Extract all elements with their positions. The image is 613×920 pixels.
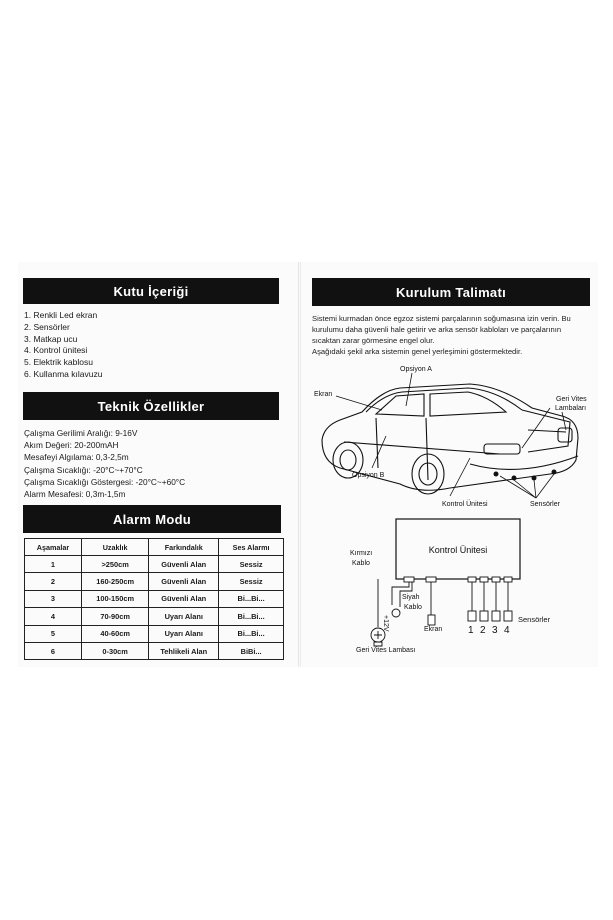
list-item: 2. Sensörler [24,321,70,332]
table-cell: 5 [25,625,82,642]
wiring-diagram [300,515,598,665]
box-contents-list [24,310,102,381]
table-cell: 4 [25,608,82,625]
table-cell: Uyarı Alanı [149,608,219,625]
tech-specs-list [24,427,185,500]
table-row [25,608,284,625]
table-cell: 6 [25,642,82,659]
label-geri-vites-lambasi: Geri Vites Lambası [356,647,416,654]
sensor-number-4: 4 [504,625,510,636]
label-sensorler-wire: Sensörler [518,615,551,624]
installation-paragraph: Sistemi kurmadan önce egzoz sistemi parçalarının soğumasına izin verin. Bu kurulumu daha güvenli hale getirir ve arka sensör kabloları ve parçalarının sıcaktan zarar görmesine engel olur. [312,314,571,345]
label-kablo-red: Kablo [352,560,370,567]
box-contents-header: Kutu İçeriği [23,278,279,304]
table-cell: 70-90cm [81,608,148,625]
tech-specs-header: Teknik Özellikler [23,392,279,420]
table-cell: Sessiz [219,556,284,573]
car-diagram [300,360,598,515]
column-header: Farkındalık [149,539,219,556]
table-row [25,625,284,642]
column-header: Aşamalar [25,539,82,556]
table-cell: 100-150cm [81,590,148,607]
table-cell: 2 [25,573,82,590]
table-row [25,590,284,607]
label-kirmizi: Kırmızı [350,550,373,557]
table-cell: 0-30cm [81,642,148,659]
table-cell: Bi...Bi... [219,608,284,625]
spec-item: Alarm Mesafesi: 0,3m-1,5m [24,489,126,500]
spec-item: Çalışma Sıcaklığı Göstergesi: -20°C~+60°C [24,476,186,487]
label-opsiyon-a: Opsiyon A [400,366,432,373]
spec-item: Mesafeyi Algılama: 0,3-2,5m [24,452,129,463]
wires [378,579,508,627]
label-voltage: +12V [382,615,389,632]
installation-header: Kurulum Talimatı [312,278,590,306]
label-sensorler: Sensörler [530,501,560,508]
control-unit-label: Kontrol Ünitesi [428,545,488,555]
table-cell: Bi...Bi... [219,590,284,607]
fuse-icon [392,609,400,617]
layout-note: Aşağıdaki şekil arka sistemin genel yerleşimini göstermektedir. [312,347,523,356]
table-cell: 3 [25,590,82,607]
label-kablo-black: Kablo [404,604,422,611]
table-cell: 40-60cm [81,625,148,642]
table-cell: >250cm [81,556,148,573]
label-kontrol-unitesi: Kontrol Ünitesi [442,501,488,508]
list-item: 4. Kontrol ünitesi [24,345,88,356]
label-siyah: Siyah [402,594,420,601]
spec-item: Çalışma Gerilimi Aralığı: 9-16V [24,428,138,438]
list-item: 1. Renkli Led ekran [24,310,98,320]
alarm-mode-table [24,538,284,660]
table-cell: Güvenli Alan [149,573,219,590]
column-header: Ses Alarmı [219,539,284,556]
sensor-number-1: 1 [468,625,474,636]
table-cell: 1 [25,556,82,573]
label-opsiyon-b: Opsiyon B [352,472,385,479]
column-header: Uzaklık [81,539,148,556]
table-cell: Uyarı Alanı [149,625,219,642]
list-item: 6. Kullanma kılavuzu [24,368,103,379]
table-cell: BiBi... [219,642,284,659]
table-row [25,573,284,590]
table-row [25,642,284,659]
sensor-connectors [428,611,512,625]
table-cell: 160-250cm [81,573,148,590]
list-item: 3. Matkap ucu [24,333,78,344]
table-cell: Güvenli Alan [149,556,219,573]
table-cell: Sessiz [219,573,284,590]
label-geri-vites-1: Geri Vites [556,396,587,403]
label-ekran-wire: Ekran [424,626,443,633]
spec-item: Çalışma Sıcaklığı: -20°C~+70°C [24,464,143,475]
sensor-dots [494,470,557,481]
alarm-mode-header: Alarm Modu [23,505,281,533]
label-geri-vites-2: Lambaları [555,405,587,412]
sensor-number-2: 2 [480,625,486,636]
list-item: 5. Elektrik kablosu [24,357,93,368]
table-header-row [25,539,284,556]
label-ekran: Ekran [314,391,333,398]
table-row [25,556,284,573]
table-cell: Bi...Bi... [219,625,284,642]
sensor-number-3: 3 [492,625,498,636]
table-cell: Tehlikeli Alan [149,642,219,659]
leader-lines [336,373,566,498]
table-cell: Güvenli Alan [149,590,219,607]
spec-item: Akım Değeri: 20-200mAH [24,440,119,451]
